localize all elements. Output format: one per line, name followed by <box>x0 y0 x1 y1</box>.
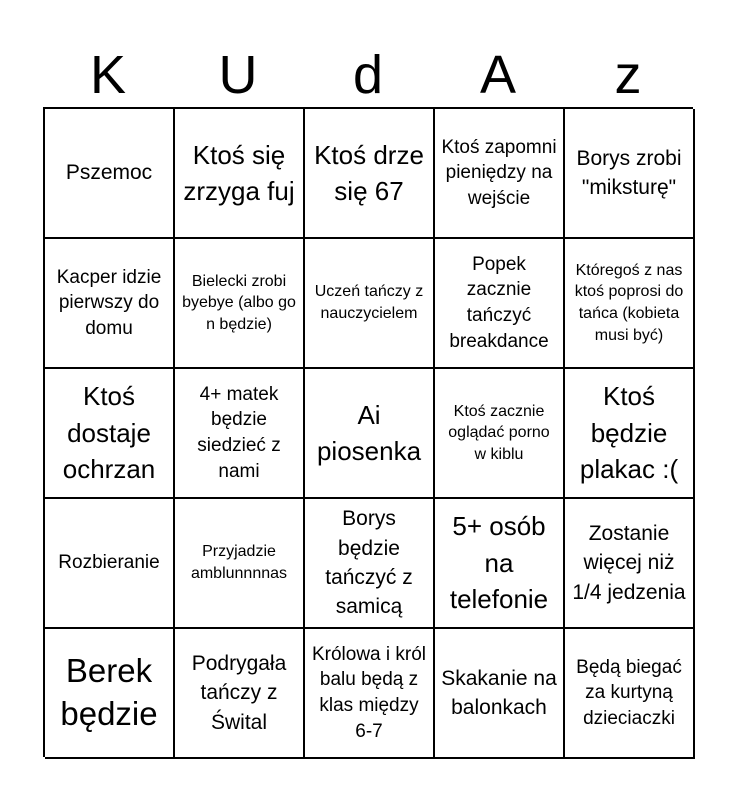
bingo-cell-r2-c1[interactable]: Kacper idzie pierwszy do domu <box>45 239 175 369</box>
bingo-cell-r2-c4[interactable]: Popek zacznie tańczyć breakdance <box>435 239 565 369</box>
bingo-cell-r1-c3[interactable]: Ktoś drze się 67 <box>305 109 435 239</box>
bingo-cell-r1-c1[interactable]: Pszemoc <box>45 109 175 239</box>
bingo-cell-r3-c4[interactable]: Ktoś zacznie oglądać porno w kiblu <box>435 369 565 499</box>
bingo-cell-r5-c5[interactable]: Będą biegać za kurtyną dzieciaczki <box>565 629 695 759</box>
bingo-cell-r4-c3[interactable]: Borys będzie tańczyć z samicą <box>305 499 435 629</box>
bingo-cell-r3-c5[interactable]: Ktoś będzie plakac :( <box>565 369 695 499</box>
header-letter-3: d <box>352 45 384 105</box>
header-letter-1: K <box>89 45 127 105</box>
header-letter-2: U <box>218 45 258 105</box>
bingo-cell-r3-c1[interactable]: Ktoś dostaje ochrzan <box>45 369 175 499</box>
header-letter-5: z <box>614 45 642 105</box>
bingo-cell-r4-c2[interactable]: Przyjadzie amblunnnnas <box>175 499 305 629</box>
bingo-cell-r2-c5[interactable]: Któregoś z nas ktoś poprosi do tańca (kobieta musi być) <box>565 239 695 369</box>
bingo-cell-r2-c2[interactable]: Bielecki zrobi byebye (albo go n będzie) <box>175 239 305 369</box>
bingo-header <box>43 42 693 108</box>
bingo-cell-r5-c2[interactable]: Podrygała tańczy z Śwital <box>175 629 305 759</box>
bingo-cell-r5-c3[interactable]: Królowa i król balu będą z klas między 6-7 <box>305 629 435 759</box>
bingo-cell-r3-c2[interactable]: 4+ matek będzie siedzieć z nami <box>175 369 305 499</box>
header-letter-4: A <box>479 45 517 105</box>
bingo-cell-r1-c5[interactable]: Borys zrobi "miksturę" <box>565 109 695 239</box>
bingo-grid <box>43 107 693 757</box>
bingo-cell-r5-c1[interactable]: Berek będzie <box>45 629 175 759</box>
bingo-cell-r5-c4[interactable]: Skakanie na balonkach <box>435 629 565 759</box>
bingo-cell-r1-c4[interactable]: Ktoś zapomni pieniędzy na wejście <box>435 109 565 239</box>
bingo-cell-r3-c3[interactable]: Ai piosenka <box>305 369 435 499</box>
bingo-cell-r1-c2[interactable]: Ktoś się zrzyga fuj <box>175 109 305 239</box>
bingo-cell-r4-c5[interactable]: Zostanie więcej niż 1/4 jedzenia <box>565 499 695 629</box>
bingo-cell-r2-c3[interactable]: Uczeń tańczy z nauczycielem <box>305 239 435 369</box>
bingo-cell-r4-c1[interactable]: Rozbieranie <box>45 499 175 629</box>
bingo-cell-r4-c4[interactable]: 5+ osób na telefonie <box>435 499 565 629</box>
